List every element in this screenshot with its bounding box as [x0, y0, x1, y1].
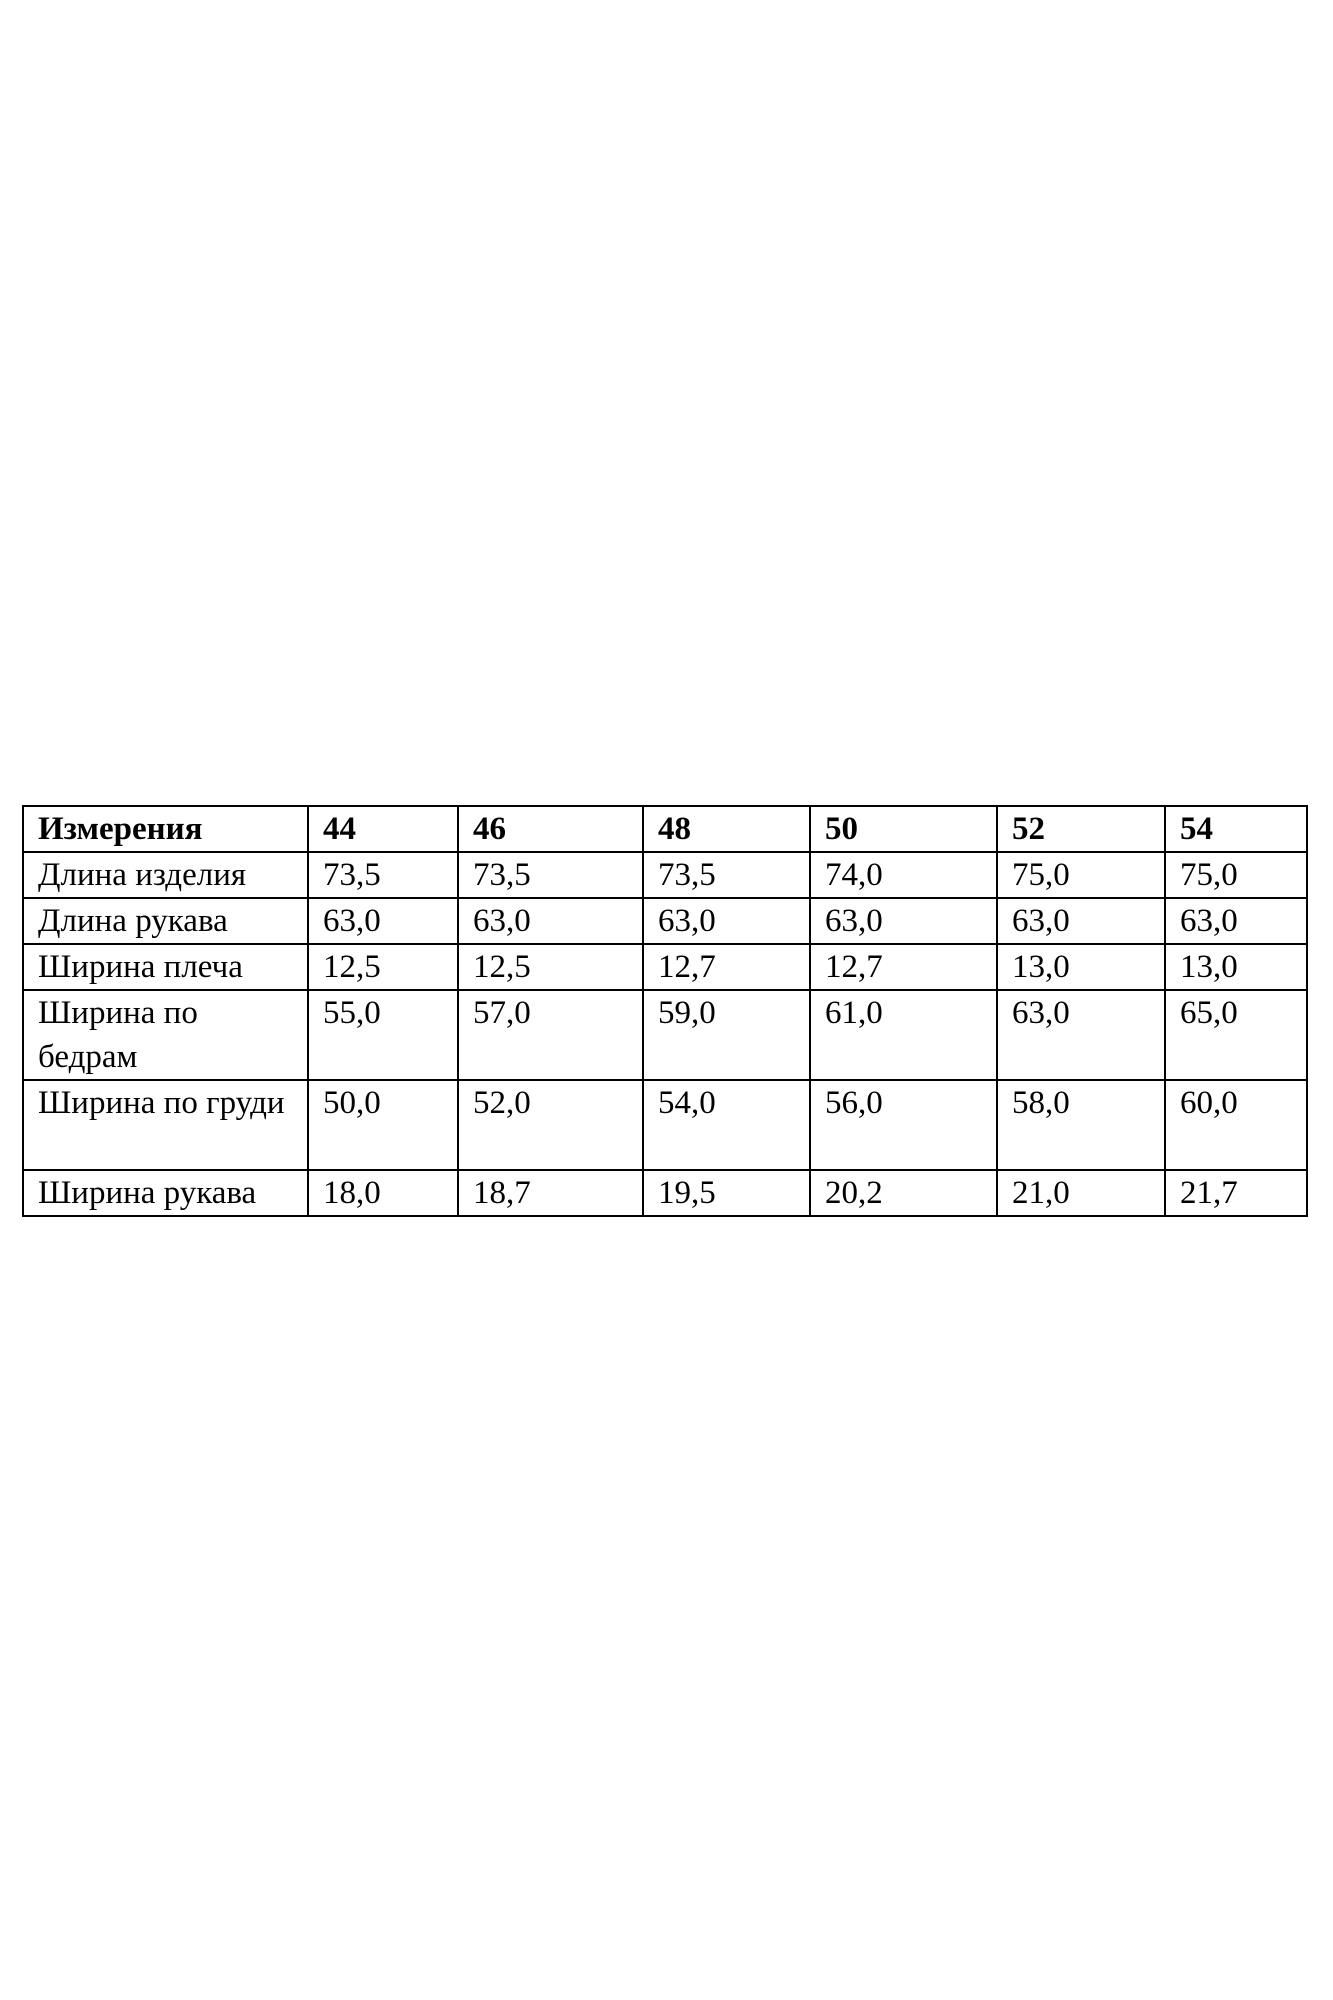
table-cell: 18,0 — [308, 1170, 458, 1216]
table-cell: 73,5 — [458, 852, 643, 898]
table-cell: 54,0 — [643, 1080, 810, 1170]
size-table — [22, 805, 1308, 1217]
table-row — [23, 944, 1307, 990]
table-cell: 63,0 — [810, 898, 997, 944]
row-label: Ширина по груди — [23, 1080, 308, 1170]
header-size-44: 44 — [308, 806, 458, 852]
table-cell: 21,0 — [997, 1170, 1165, 1216]
table-cell: 63,0 — [308, 898, 458, 944]
table-cell: 56,0 — [810, 1080, 997, 1170]
header-measurements: Измерения — [23, 806, 308, 852]
table-cell: 63,0 — [1165, 898, 1307, 944]
table-cell: 18,7 — [458, 1170, 643, 1216]
row-label: Длина рукава — [23, 898, 308, 944]
table-cell: 52,0 — [458, 1080, 643, 1170]
table-cell: 19,5 — [643, 1170, 810, 1216]
row-label: Ширина плеча — [23, 944, 308, 990]
table-cell: 13,0 — [997, 944, 1165, 990]
table-cell: 63,0 — [643, 898, 810, 944]
table-cell: 55,0 — [308, 990, 458, 1080]
table-cell: 75,0 — [1165, 852, 1307, 898]
table-cell: 74,0 — [810, 852, 997, 898]
table-row — [23, 990, 1307, 1080]
table-cell: 50,0 — [308, 1080, 458, 1170]
header-size-52: 52 — [997, 806, 1165, 852]
table-cell: 60,0 — [1165, 1080, 1307, 1170]
table-cell: 12,7 — [810, 944, 997, 990]
table-header-row — [23, 806, 1307, 852]
table-row — [23, 898, 1307, 944]
table-cell: 12,7 — [643, 944, 810, 990]
table-cell: 63,0 — [458, 898, 643, 944]
table-cell: 12,5 — [308, 944, 458, 990]
table-cell: 21,7 — [1165, 1170, 1307, 1216]
header-size-46: 46 — [458, 806, 643, 852]
row-label: Ширина рукава — [23, 1170, 308, 1216]
table-cell: 20,2 — [810, 1170, 997, 1216]
table-cell: 73,5 — [643, 852, 810, 898]
header-size-48: 48 — [643, 806, 810, 852]
table-cell: 58,0 — [997, 1080, 1165, 1170]
table-cell: 57,0 — [458, 990, 643, 1080]
table-cell: 63,0 — [997, 990, 1165, 1080]
table-cell: 12,5 — [458, 944, 643, 990]
table-cell: 75,0 — [997, 852, 1165, 898]
table-cell: 73,5 — [308, 852, 458, 898]
header-size-50: 50 — [810, 806, 997, 852]
row-label: Ширина по бедрам — [23, 990, 308, 1080]
table-cell: 59,0 — [643, 990, 810, 1080]
table-cell: 63,0 — [997, 898, 1165, 944]
row-label: Длина изделия — [23, 852, 308, 898]
table-cell: 61,0 — [810, 990, 997, 1080]
table-row — [23, 852, 1307, 898]
table-row — [23, 1170, 1307, 1216]
table-cell: 65,0 — [1165, 990, 1307, 1080]
header-size-54: 54 — [1165, 806, 1307, 852]
table-row — [23, 1080, 1307, 1170]
table-cell: 13,0 — [1165, 944, 1307, 990]
